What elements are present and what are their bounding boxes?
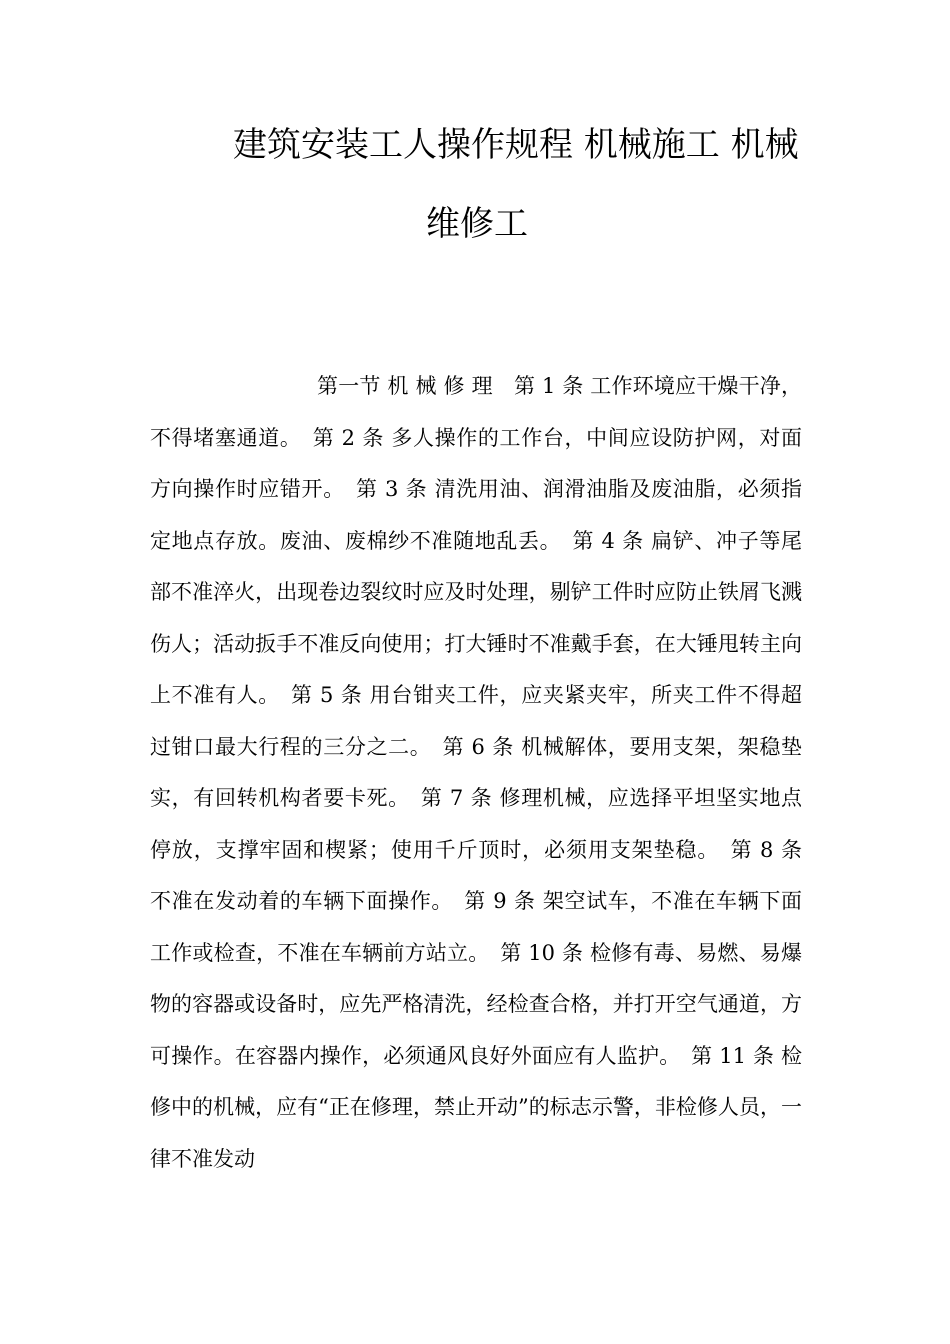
document-body [150, 361, 802, 1185]
document-title-line-1: 建筑安装工人操作规程 机械施工 机械 [233, 125, 799, 165]
document-title-line-2: 维修工 [426, 204, 528, 244]
body-paragraph: 第一节 机 械 修 理 第 1 条 工作环境应干燥干净，不得堵塞通道。 第 2 条 多人操作的工作台，中间应设防护网，对面方向操作时应错开。 第 3 条 清洗用油、润滑油脂及废油脂，必须指定地点存放。废油、废棉纱不准随地乱丢。 第 4 条 扁铲、冲子等尾部不准淬火，出现卷边裂纹时应及时处理，剔铲工件时应防止铁屑飞溅伤人；活动扳手不准反向使用；打大锤时不准戴手套，在大锤甩转主向上不准有人。 第 5 条 用台钳夹工件，应夹紧夹牢，所夹工件不得超过钳口最大行程的三分之二。 第 6 条 机械解体，要用支架，架稳垫实，有回转机构者要卡死。 第 7 条 修理机械，应选择平坦坚实地点停放，支撑牢固和楔紧；使用千斤顶时，必须用支架垫稳。 第 8 条 不准在发动着的车辆下面操作。 第 9 条 架空试车，不准在车辆下面工作或检查，不准在车辆前方站立。 第 10 条 检修有毒、易燃、易爆物的容器或设备时，应先严格清洗，经检查合格，并打开空气通道，方可操作。在容器内操作，必须通风良好外面应有人监护。 第 11 条 检修中的机械，应有“正在修理，禁止开动”的标志示警，非检修人员，一律不准发动 [150, 374, 802, 1171]
